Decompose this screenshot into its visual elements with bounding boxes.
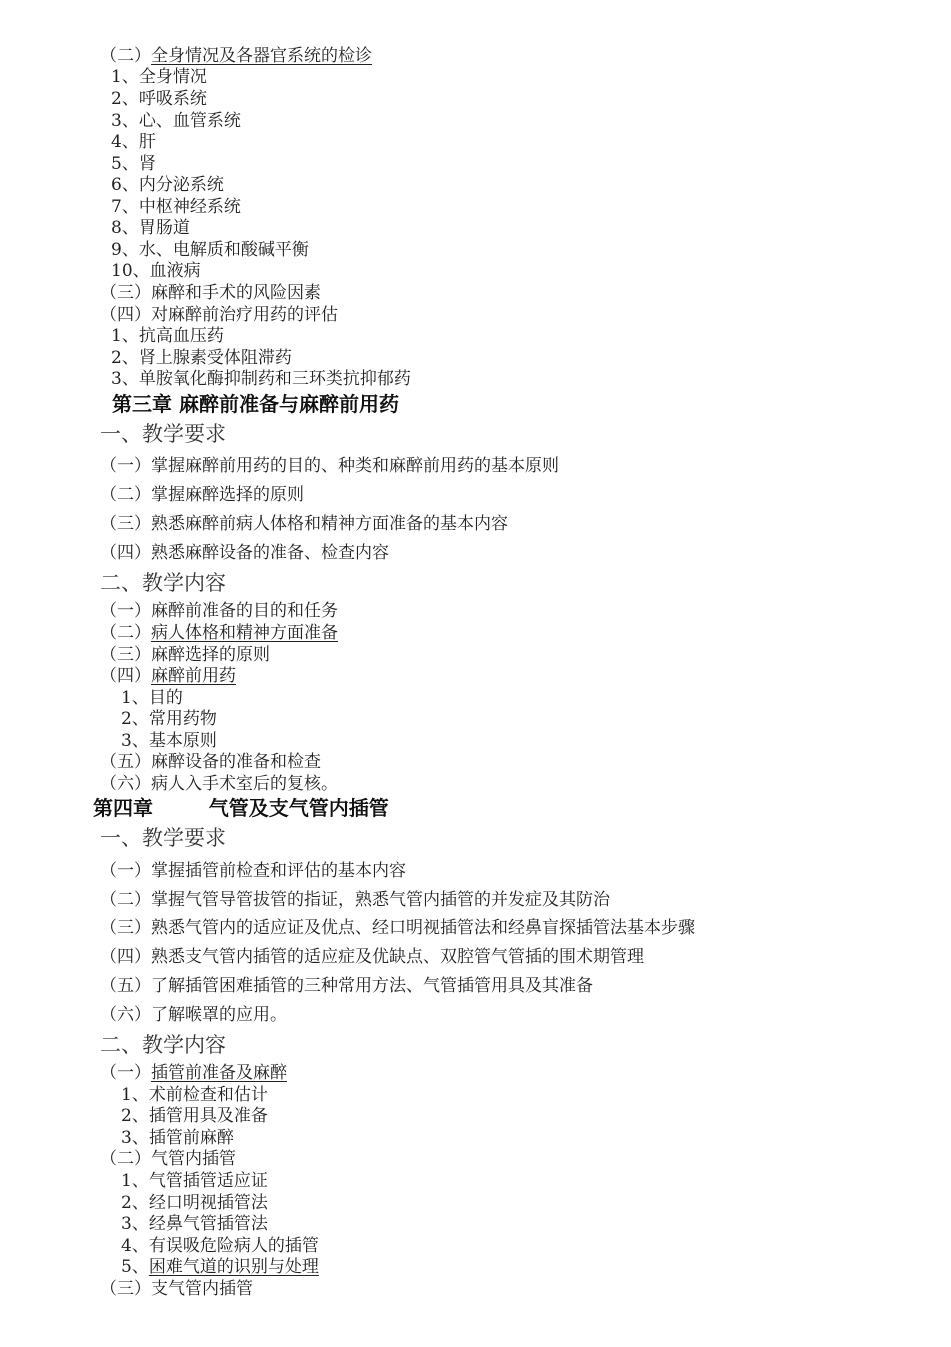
list-item: 3、心、血管系统 bbox=[111, 111, 241, 131]
requirement-item: （三）熟悉麻醉前病人体格和精神方面准备的基本内容 bbox=[100, 514, 508, 534]
list-item: 5、肾 bbox=[111, 154, 156, 174]
content-item: （五）麻醉设备的准备和检查 bbox=[100, 752, 321, 772]
requirement-item: （二）掌握麻醉选择的原则 bbox=[100, 485, 304, 505]
list-item: 1、抗高血压药 bbox=[111, 326, 224, 346]
content-item: （六）病人入手术室后的复核。 bbox=[100, 774, 338, 794]
list-item: 8、胃肠道 bbox=[111, 218, 190, 238]
list-item: 1、目的 bbox=[121, 688, 183, 708]
requirement-item: （四）熟悉支气管内插管的适应症及优缺点、双腔管气管插的围术期管理 bbox=[100, 947, 644, 967]
content-item: （一）麻醉前准备的目的和任务 bbox=[100, 601, 338, 621]
list-item: 2、呼吸系统 bbox=[111, 89, 207, 109]
list-item: 2、插管用具及准备 bbox=[121, 1106, 268, 1126]
list-item: 4、有误吸危险病人的插管 bbox=[121, 1236, 319, 1256]
section-heading: 一、教学要求 bbox=[100, 826, 226, 850]
requirement-item: （五）了解插管困难插管的三种常用方法、气管插管用具及其准备 bbox=[100, 976, 593, 996]
list-item: 1、全身情况 bbox=[111, 67, 207, 87]
requirement-item: （六）了解喉罩的应用。 bbox=[100, 1005, 287, 1025]
section-heading: （四）对麻醉前治疗用药的评估 bbox=[100, 305, 338, 325]
list-item: 3、插管前麻醉 bbox=[121, 1128, 234, 1148]
list-item: 5、困难气道的识别与处理 bbox=[121, 1257, 319, 1277]
content-item: （三）麻醉选择的原则 bbox=[100, 645, 270, 665]
chapter-title: 第三章 麻醉前准备与麻醉前用药 bbox=[112, 392, 399, 416]
list-item: 4、肝 bbox=[111, 132, 156, 152]
section-heading: 二、教学内容 bbox=[100, 571, 226, 595]
section-heading: 一、教学要求 bbox=[100, 422, 226, 446]
list-item: 3、基本原则 bbox=[121, 731, 217, 751]
list-item: 3、单胺氧化酶抑制药和三环类抗抑郁药 bbox=[111, 369, 411, 389]
list-item: 2、经口明视插管法 bbox=[121, 1193, 268, 1213]
requirement-item: （一）掌握麻醉前用药的目的、种类和麻醉前用药的基本原则 bbox=[100, 456, 559, 476]
section-heading: （三）麻醉和手术的风险因素 bbox=[100, 283, 321, 303]
list-item: 3、经鼻气管插管法 bbox=[121, 1214, 268, 1234]
list-item: 2、肾上腺素受体阻滞药 bbox=[111, 348, 292, 368]
list-item: 9、水、电解质和酸碱平衡 bbox=[111, 240, 309, 260]
section-heading: （二）全身情况及各器官系统的检诊 bbox=[100, 46, 372, 66]
chapter-title: 第四章 气管及支气管内插管 bbox=[93, 796, 389, 820]
list-item: 2、常用药物 bbox=[121, 709, 217, 729]
section-heading: 二、教学内容 bbox=[100, 1033, 226, 1057]
list-item: 1、气管插管适应证 bbox=[121, 1171, 268, 1191]
requirement-item: （二）掌握气管导管拔管的指证，熟悉气管内插管的并发症及其防治 bbox=[100, 890, 610, 910]
list-item: 6、内分泌系统 bbox=[111, 175, 224, 195]
content-item: （四）麻醉前用药 bbox=[100, 666, 236, 686]
list-item: 1、术前检查和估计 bbox=[121, 1085, 268, 1105]
content-item: （二）气管内插管 bbox=[100, 1149, 236, 1169]
content-item: （三）支气管内插管 bbox=[100, 1279, 253, 1299]
list-item: 7、中枢神经系统 bbox=[111, 197, 241, 217]
requirement-item: （四）熟悉麻醉设备的准备、检查内容 bbox=[100, 543, 389, 563]
content-item: （一）插管前准备及麻醉 bbox=[100, 1063, 287, 1083]
requirement-item: （一）掌握插管前检查和评估的基本内容 bbox=[100, 861, 406, 881]
content-item: （二）病人体格和精神方面准备 bbox=[100, 623, 338, 643]
list-item: 10、血液病 bbox=[111, 261, 201, 281]
requirement-item: （三）熟悉气管内的适应证及优点、经口明视插管法和经鼻盲探插管法基本步骤 bbox=[100, 918, 695, 938]
